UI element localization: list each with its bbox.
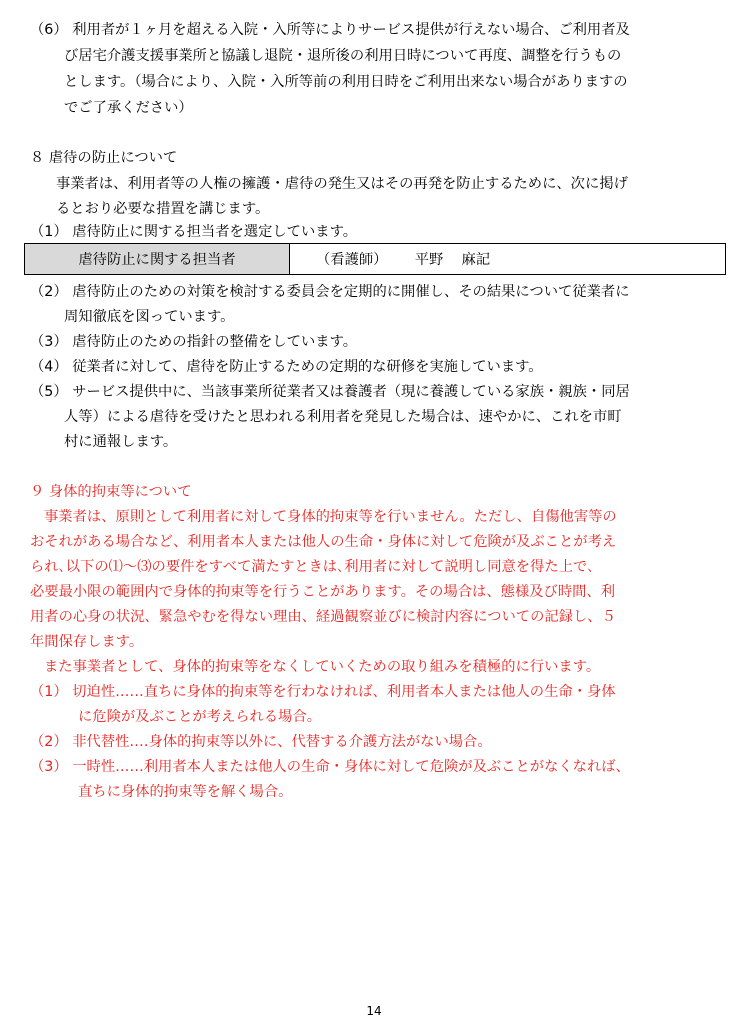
section9-requirement: 直ちに身体的拘束等を解く場合。 bbox=[78, 784, 293, 800]
page-number: 14 bbox=[366, 1004, 382, 1018]
section9-line: 年間保存します。 bbox=[30, 634, 144, 650]
section9-line: また事業者として、身体的拘束等をなくしていくための取り組みを積極的に行います。 bbox=[44, 659, 601, 675]
section9-heading: ９ 身体的拘束等について bbox=[30, 484, 192, 500]
section9-requirement: （3） 一時性‥‥‥利用者本人または他人の生命・身体に対して危険が及ぶことがなくなれば、 bbox=[30, 759, 630, 775]
section8-item: 周知徹底を図っています。 bbox=[64, 309, 235, 325]
section9-line: 必要最小限の範囲内で身体的拘束等を行うことがあります。その場合は、態様及び時間、利 bbox=[30, 584, 616, 600]
section8-item: （4） 従業者に対して、虐待を防止するための定期的な研修を実施しています。 bbox=[30, 359, 543, 375]
section8-item: （3） 虐待防止のための指針の整備をしています。 bbox=[30, 334, 358, 350]
section8-item: （1） 虐待防止に関する担当者を選定しています。 bbox=[30, 224, 358, 240]
section9-requirement: に危険が及ぶことが考えられる場合。 bbox=[78, 709, 322, 725]
section8-heading: ８ 虐待の防止について bbox=[30, 150, 178, 166]
section9-requirement: （2） 非代替性‥‥身体的拘束等以外に、代替する介護方法がない場合。 bbox=[30, 734, 492, 750]
section8-intro-line: るとおり必要な措置を講じます。 bbox=[56, 201, 270, 217]
section9-line: 事業者は、原則として利用者に対して身体的拘束等を行いません。ただし、自傷他害等の bbox=[44, 509, 617, 525]
abuse-prevention-officer-table bbox=[24, 243, 726, 275]
officer-label-cell: 虐待防止に関する担当者 bbox=[25, 244, 290, 274]
officer-value-cell: （看護師） 平野 麻記 bbox=[316, 252, 491, 268]
section6-line: び居宅介護支援事業所と協議し退院・退所後の利用日時について再度、調整を行うもの bbox=[64, 48, 622, 64]
section8-intro-line: 事業者は、利用者等の人権の擁護・虐待の発生又はその再発を防止するために、次に掲げ bbox=[56, 176, 628, 192]
section6-line: でご了承ください） bbox=[64, 100, 193, 116]
section9-line: おそれがある場合など、利用者本人または他人の生命・身体に対して危険が及ぶことが考え bbox=[30, 534, 617, 550]
section8-item: （5） サービス提供中に、当該事業所従業者又は養護者（現に養護している家族・親族・同居 bbox=[30, 384, 630, 400]
section9-requirement: （1） 切迫性‥‥‥直ちに身体的拘束等を行わなければ、利用者本人または他人の生命・身体 bbox=[30, 684, 616, 700]
section8-item: （2） 虐待防止のための対策を検討する委員会を定期的に開催し、その結果について従業者に bbox=[30, 284, 630, 300]
section6-line: とします。（場合により、入院・入所等前の利用日時をご利用出来ない場合がありますの bbox=[64, 74, 628, 90]
section6-line: （6） 利用者が１ヶ月を超える入院・入所等によりサービス提供が行えない場合、ご利用者及 bbox=[30, 22, 630, 38]
section9-line: られ､以下の⑴～⑶の要件をすべて満たすときは､利用者に対して説明し同意を得た上で､ bbox=[30, 559, 595, 575]
section9-line: 用者の心身の状況、緊急やむを得ない理由、経過観察並びに検討内容についての記録し、５ bbox=[30, 609, 616, 625]
section8-item: 村に通報します。 bbox=[64, 434, 178, 450]
section8-item: 人等）による虐待を受けたと思われる利用者を発見した場合は、速やかに、これを市町 bbox=[64, 409, 622, 425]
